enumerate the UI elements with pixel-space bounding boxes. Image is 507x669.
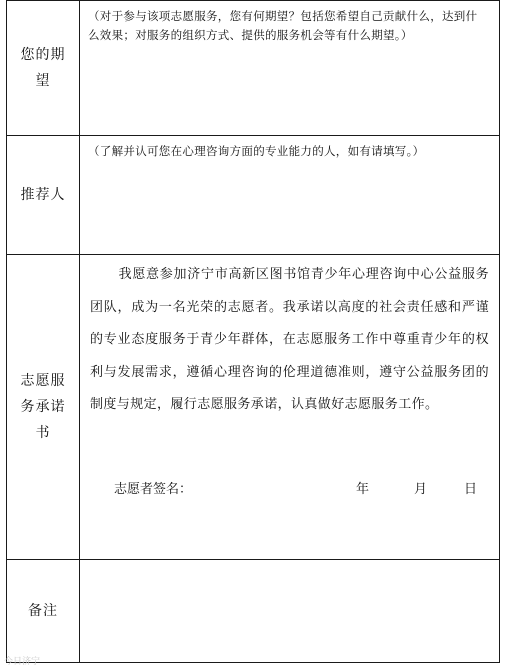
expectation-label: 您的期望 (20, 47, 66, 89)
referee-content-cell (80, 136, 500, 255)
year-label: 年 (356, 481, 370, 497)
pledge-label: 志愿服务承诺书 (20, 373, 66, 441)
volunteer-form-table (6, 0, 500, 663)
signature-label: 志愿者签名： (114, 481, 193, 497)
expectation-row (7, 1, 500, 136)
pledge-label-cell (7, 255, 80, 560)
signature-row (80, 478, 499, 502)
referee-label: 推荐人 (20, 187, 66, 203)
remarks-label: 备注 (28, 603, 58, 619)
pledge-content-cell (80, 255, 500, 560)
remarks-content-cell (80, 560, 500, 663)
remarks-label-cell (7, 560, 80, 663)
pledge-body: 我愿意参加济宁市高新区图书馆青少年心理咨询中心公益服务团队，成为一名光荣的志愿者。我承诺以高度的社会责任感和严谨的专业态度服务于青少年群体，在志愿服务工作中尊重青少年的权利与发展需求，遵循心理咨询的伦理道德准则，遵守公益服务团的制度与规定，履行志愿服务承诺，认真做好志愿服务工作。 (90, 267, 489, 412)
remarks-row (7, 560, 500, 663)
referee-label-cell (7, 136, 80, 255)
referee-row (7, 136, 500, 255)
expectation-content-cell (80, 1, 500, 136)
pledge-row (7, 255, 500, 560)
month-label: 月 (414, 481, 428, 497)
pledge-text-block (80, 255, 499, 422)
referee-hint: （了解并认可您在心理咨询方面的专业能力的人，如有请填写。） (88, 144, 425, 158)
watermark: 今日济宁 (4, 657, 41, 667)
day-label: 日 (464, 481, 478, 497)
expectation-label-cell (7, 1, 80, 136)
expectation-hint: （对于参与该项志愿服务，您有何期望？包括您希望自己贡献什么，达到什么效果；对服务的组织方式、提供的服务机会等有什么期望。） (88, 9, 478, 42)
